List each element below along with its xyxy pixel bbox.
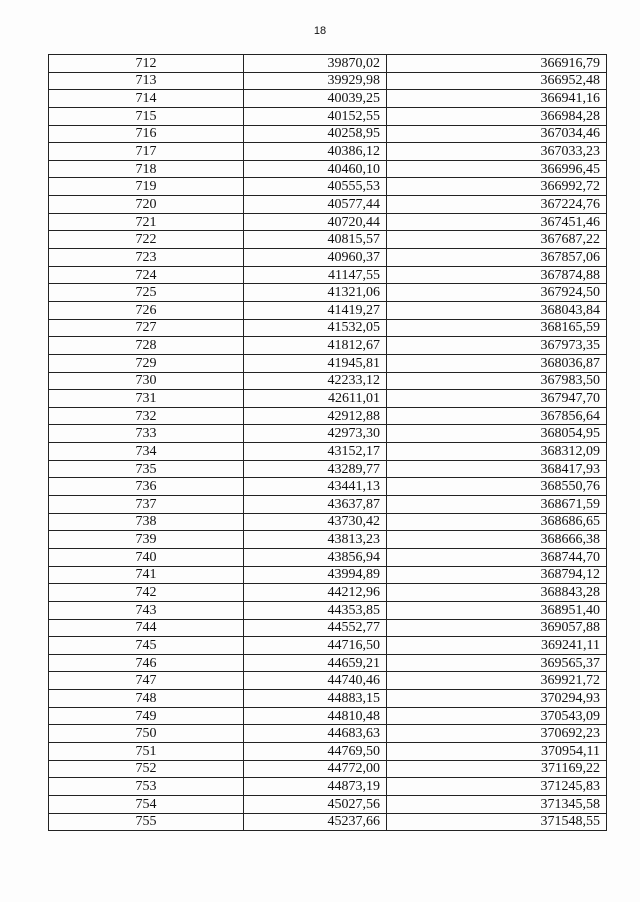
x-coordinate-cell: 44212,96 [244, 584, 387, 602]
point-number-cell: 716 [49, 125, 244, 143]
x-coordinate-cell: 40258,95 [244, 125, 387, 143]
y-coordinate-cell: 371245,83 [387, 778, 607, 796]
y-coordinate-cell: 368666,38 [387, 531, 607, 549]
x-coordinate-cell: 44873,19 [244, 778, 387, 796]
point-number-cell: 729 [49, 354, 244, 372]
table-row [49, 513, 607, 531]
table-row [49, 319, 607, 337]
point-number-cell: 712 [49, 55, 244, 73]
table-row [49, 372, 607, 390]
table-row [49, 637, 607, 655]
x-coordinate-cell: 40152,55 [244, 107, 387, 125]
x-coordinate-cell: 42233,12 [244, 372, 387, 390]
point-number-cell: 746 [49, 654, 244, 672]
point-number-cell: 720 [49, 196, 244, 214]
table-row [49, 778, 607, 796]
point-number-cell: 753 [49, 778, 244, 796]
x-coordinate-cell: 42912,88 [244, 407, 387, 425]
table-row [49, 813, 607, 831]
point-number-cell: 722 [49, 231, 244, 249]
y-coordinate-cell: 366941,16 [387, 90, 607, 108]
point-number-cell: 742 [49, 584, 244, 602]
point-number-cell: 732 [49, 407, 244, 425]
table-row [49, 213, 607, 231]
table-row [49, 742, 607, 760]
y-coordinate-cell: 371345,58 [387, 795, 607, 813]
point-number-cell: 713 [49, 72, 244, 90]
table-row [49, 407, 607, 425]
table-row [49, 795, 607, 813]
table-row [49, 548, 607, 566]
point-number-cell: 717 [49, 143, 244, 161]
point-number-cell: 725 [49, 284, 244, 302]
x-coordinate-cell: 45027,56 [244, 795, 387, 813]
point-number-cell: 736 [49, 478, 244, 496]
x-coordinate-cell: 40039,25 [244, 90, 387, 108]
table-row [49, 760, 607, 778]
table-row [49, 231, 607, 249]
y-coordinate-cell: 369241,11 [387, 637, 607, 655]
x-coordinate-cell: 41419,27 [244, 301, 387, 319]
x-coordinate-cell: 44810,48 [244, 707, 387, 725]
point-number-cell: 750 [49, 725, 244, 743]
x-coordinate-cell: 43289,77 [244, 460, 387, 478]
y-coordinate-cell: 367857,06 [387, 249, 607, 267]
y-coordinate-cell: 368794,12 [387, 566, 607, 584]
y-coordinate-cell: 368951,40 [387, 601, 607, 619]
x-coordinate-cell: 41532,05 [244, 319, 387, 337]
x-coordinate-cell: 43813,23 [244, 531, 387, 549]
y-coordinate-cell: 368843,28 [387, 584, 607, 602]
y-coordinate-cell: 366916,79 [387, 55, 607, 73]
coordinates-table-body [49, 55, 607, 831]
x-coordinate-cell: 41812,67 [244, 337, 387, 355]
x-coordinate-cell: 43730,42 [244, 513, 387, 531]
table-row [49, 337, 607, 355]
x-coordinate-cell: 40815,57 [244, 231, 387, 249]
point-number-cell: 741 [49, 566, 244, 584]
y-coordinate-cell: 370954,11 [387, 742, 607, 760]
y-coordinate-cell: 366984,28 [387, 107, 607, 125]
x-coordinate-cell: 40960,37 [244, 249, 387, 267]
point-number-cell: 738 [49, 513, 244, 531]
point-number-cell: 739 [49, 531, 244, 549]
y-coordinate-cell: 367687,22 [387, 231, 607, 249]
table-row [49, 566, 607, 584]
x-coordinate-cell: 39870,02 [244, 55, 387, 73]
x-coordinate-cell: 44552,77 [244, 619, 387, 637]
point-number-cell: 740 [49, 548, 244, 566]
point-number-cell: 748 [49, 690, 244, 708]
table-row [49, 672, 607, 690]
x-coordinate-cell: 42611,01 [244, 390, 387, 408]
x-coordinate-cell: 43152,17 [244, 443, 387, 461]
x-coordinate-cell: 39929,98 [244, 72, 387, 90]
point-number-cell: 723 [49, 249, 244, 267]
point-number-cell: 726 [49, 301, 244, 319]
point-number-cell: 751 [49, 742, 244, 760]
point-number-cell: 718 [49, 160, 244, 178]
table-row [49, 460, 607, 478]
y-coordinate-cell: 368165,59 [387, 319, 607, 337]
x-coordinate-cell: 43441,13 [244, 478, 387, 496]
table-row [49, 143, 607, 161]
y-coordinate-cell: 366996,45 [387, 160, 607, 178]
y-coordinate-cell: 368671,59 [387, 496, 607, 514]
point-number-cell: 715 [49, 107, 244, 125]
table-row [49, 654, 607, 672]
y-coordinate-cell: 368312,09 [387, 443, 607, 461]
coordinates-table [48, 54, 607, 831]
y-coordinate-cell: 367856,64 [387, 407, 607, 425]
y-coordinate-cell: 366992,72 [387, 178, 607, 196]
x-coordinate-cell: 44772,00 [244, 760, 387, 778]
point-number-cell: 724 [49, 266, 244, 284]
table-row [49, 496, 607, 514]
point-number-cell: 749 [49, 707, 244, 725]
table-row [49, 90, 607, 108]
table-row [49, 619, 607, 637]
x-coordinate-cell: 40460,10 [244, 160, 387, 178]
table-row [49, 160, 607, 178]
y-coordinate-cell: 368417,93 [387, 460, 607, 478]
y-coordinate-cell: 369057,88 [387, 619, 607, 637]
y-coordinate-cell: 367983,50 [387, 372, 607, 390]
y-coordinate-cell: 367224,76 [387, 196, 607, 214]
point-number-cell: 721 [49, 213, 244, 231]
y-coordinate-cell: 370294,93 [387, 690, 607, 708]
table-row [49, 55, 607, 73]
point-number-cell: 714 [49, 90, 244, 108]
point-number-cell: 734 [49, 443, 244, 461]
point-number-cell: 743 [49, 601, 244, 619]
y-coordinate-cell: 368036,87 [387, 354, 607, 372]
table-row [49, 584, 607, 602]
x-coordinate-cell: 43994,89 [244, 566, 387, 584]
x-coordinate-cell: 42973,30 [244, 425, 387, 443]
x-coordinate-cell: 41147,55 [244, 266, 387, 284]
y-coordinate-cell: 368054,95 [387, 425, 607, 443]
y-coordinate-cell: 367451,46 [387, 213, 607, 231]
point-number-cell: 747 [49, 672, 244, 690]
table-row [49, 725, 607, 743]
table-row [49, 390, 607, 408]
x-coordinate-cell: 45237,66 [244, 813, 387, 831]
x-coordinate-cell: 44769,50 [244, 742, 387, 760]
table-row [49, 690, 607, 708]
point-number-cell: 719 [49, 178, 244, 196]
y-coordinate-cell: 370692,23 [387, 725, 607, 743]
point-number-cell: 728 [49, 337, 244, 355]
x-coordinate-cell: 44683,63 [244, 725, 387, 743]
point-number-cell: 755 [49, 813, 244, 831]
point-number-cell: 733 [49, 425, 244, 443]
y-coordinate-cell: 368550,76 [387, 478, 607, 496]
x-coordinate-cell: 40577,44 [244, 196, 387, 214]
y-coordinate-cell: 367034,46 [387, 125, 607, 143]
page-number: 18 [313, 25, 327, 37]
point-number-cell: 735 [49, 460, 244, 478]
x-coordinate-cell: 44659,21 [244, 654, 387, 672]
x-coordinate-cell: 43637,87 [244, 496, 387, 514]
y-coordinate-cell: 369565,37 [387, 654, 607, 672]
x-coordinate-cell: 41945,81 [244, 354, 387, 372]
point-number-cell: 727 [49, 319, 244, 337]
y-coordinate-cell: 368686,65 [387, 513, 607, 531]
y-coordinate-cell: 368043,84 [387, 301, 607, 319]
table-row [49, 531, 607, 549]
table-row [49, 125, 607, 143]
table-row [49, 354, 607, 372]
table-row [49, 601, 607, 619]
y-coordinate-cell: 367973,35 [387, 337, 607, 355]
table-row [49, 107, 607, 125]
y-coordinate-cell: 371169,22 [387, 760, 607, 778]
table-row [49, 443, 607, 461]
point-number-cell: 730 [49, 372, 244, 390]
point-number-cell: 745 [49, 637, 244, 655]
table-row [49, 425, 607, 443]
point-number-cell: 731 [49, 390, 244, 408]
table-row [49, 478, 607, 496]
point-number-cell: 744 [49, 619, 244, 637]
y-coordinate-cell: 371548,55 [387, 813, 607, 831]
table-row [49, 249, 607, 267]
x-coordinate-cell: 41321,06 [244, 284, 387, 302]
y-coordinate-cell: 367947,70 [387, 390, 607, 408]
table-row [49, 284, 607, 302]
table-row [49, 72, 607, 90]
table-row [49, 178, 607, 196]
y-coordinate-cell: 367033,23 [387, 143, 607, 161]
y-coordinate-cell: 367874,88 [387, 266, 607, 284]
x-coordinate-cell: 43856,94 [244, 548, 387, 566]
table-row [49, 301, 607, 319]
x-coordinate-cell: 40555,53 [244, 178, 387, 196]
x-coordinate-cell: 44716,50 [244, 637, 387, 655]
point-number-cell: 737 [49, 496, 244, 514]
point-number-cell: 754 [49, 795, 244, 813]
x-coordinate-cell: 40720,44 [244, 213, 387, 231]
y-coordinate-cell: 370543,09 [387, 707, 607, 725]
x-coordinate-cell: 44740,46 [244, 672, 387, 690]
y-coordinate-cell: 366952,48 [387, 72, 607, 90]
table-row [49, 707, 607, 725]
y-coordinate-cell: 369921,72 [387, 672, 607, 690]
x-coordinate-cell: 44353,85 [244, 601, 387, 619]
y-coordinate-cell: 367924,50 [387, 284, 607, 302]
point-number-cell: 752 [49, 760, 244, 778]
table-row [49, 196, 607, 214]
table-row [49, 266, 607, 284]
x-coordinate-cell: 40386,12 [244, 143, 387, 161]
x-coordinate-cell: 44883,15 [244, 690, 387, 708]
y-coordinate-cell: 368744,70 [387, 548, 607, 566]
